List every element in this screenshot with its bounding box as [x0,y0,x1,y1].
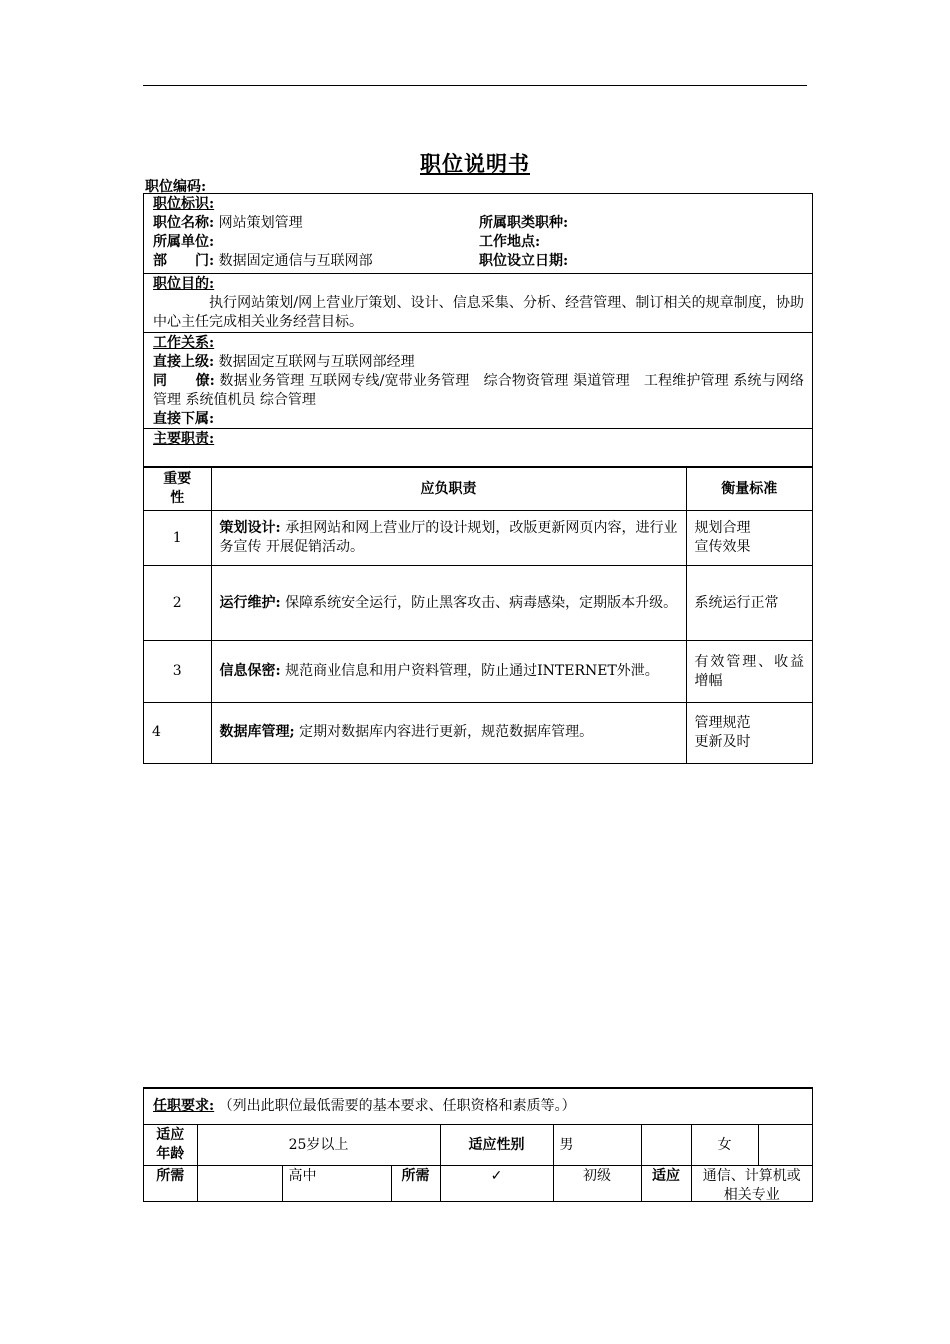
education-value: 高中 [282,1166,391,1203]
row-measure: 系统运行正常 [686,566,812,641]
table-row [144,641,812,703]
header-rank: 重要性 [144,468,211,511]
age-label: 适应年龄 [144,1125,197,1166]
requirements-label: 任职要求: [153,1098,215,1114]
gender-label: 适应性别 [440,1125,553,1166]
duty-text: 承担网站和网上营业厅的设计规划，改版更新网页内容，进行业务宣传 开展促销活动。 [219,520,678,555]
duty-text: 保障系统安全运行，防止黑客攻击、病毒感染，定期版本升级。 [285,594,678,611]
duty-title: 信息保密: [219,663,281,679]
gender-female: 女 [691,1125,758,1166]
major-value: 通信、计算机或相关专业 [691,1166,812,1203]
purpose-text: 执行网站策划/网上营业厅策划、设计、信息采集、分析、经营管理、制订相关的规章制度，协助中心主任完成相关业务经营目标。 [153,295,804,330]
duties-table [144,467,812,763]
row-rank: 1 [144,511,211,566]
name-value: 网站策划管理 [218,215,303,231]
row-duty [211,511,686,566]
header-measure: 衡量标准 [686,468,812,511]
education-blank [197,1166,282,1203]
row-duty [211,703,686,763]
identity-label: 职位标识: [153,196,215,212]
row-rank: 3 [144,641,211,703]
title-label: 所需 [391,1166,440,1203]
row-measure: 规划合理 宣传效果 [686,511,812,566]
table-row [144,511,812,566]
subordinate-label: 直接下属: [153,411,215,427]
relations-section [144,333,812,429]
superior-value: 数据固定互联网与互联网部经理 [218,354,415,370]
requirements-form [143,1087,813,1202]
row-rank: 2 [144,566,211,641]
header-rule [143,85,807,86]
relations-label: 工作关系: [153,335,215,351]
requirements-header [144,1089,812,1125]
location-label: 工作地点: [479,234,541,250]
gender-male: 男 [553,1125,641,1166]
purpose-section [144,274,812,333]
duty-title: 运行维护: [219,594,281,611]
purpose-label: 职位目的: [153,276,215,292]
identity-section [144,194,812,274]
age-gender-row [144,1125,812,1166]
peers-value: 数据业务管理 互联网专线/宽带业务管理 综合物资管理 渠道管理 工程维护管理 系统与网络管理 系统值机员 综合管理 [153,373,804,408]
requirements-note: （列出此职位最低需要的基本要求、任职资格和素质等。） [218,1098,576,1114]
table-row [144,703,812,763]
duty-title: 数据库管理; [219,724,295,741]
unit-label: 所属单位: [153,234,215,250]
gender-male-blank [641,1125,691,1166]
duty-title: 策划设计: [219,520,281,536]
row-duty [211,641,686,703]
row-rank: 4 [144,703,211,763]
education-row [144,1166,812,1203]
main-form [143,193,813,764]
superior-label: 直接上级: [153,354,215,370]
position-code-label: 职位编码: [145,179,207,195]
duties-section [144,429,812,467]
peers-label: 同 僚: [153,373,215,389]
row-duty [211,566,686,641]
row-measure: 管理规范 更新及时 [686,703,812,763]
requirements-header-row [144,1089,812,1125]
row-measure: 有效管理、收益增幅 [686,641,812,703]
major-label: 适应 [641,1166,691,1203]
date-label: 职位设立日期: [479,253,569,269]
age-value: 25岁以上 [197,1125,440,1166]
duties-label: 主要职责: [153,431,215,447]
gender-female-blank [758,1125,812,1166]
requirements-table [144,1088,812,1202]
dept-label: 部 门: [153,253,215,269]
duties-header-row [144,468,812,511]
duty-text: 定期对数据库内容进行更新，规范数据库管理。 [299,724,594,741]
title-check: ✓ [440,1166,553,1203]
table-row [144,566,812,641]
page-title: 职位说明书 [420,151,530,176]
education-label: 所需 [144,1166,197,1203]
name-label: 职位名称: [153,215,215,231]
header-duty: 应负职责 [211,468,686,511]
category-label: 所属职类职种: [479,215,569,231]
title-value: 初级 [553,1166,641,1203]
dept-value: 数据固定通信与互联网部 [218,253,373,269]
duty-text: 规范商业信息和用户资料管理，防止通过INTERNET外泄。 [285,663,659,679]
